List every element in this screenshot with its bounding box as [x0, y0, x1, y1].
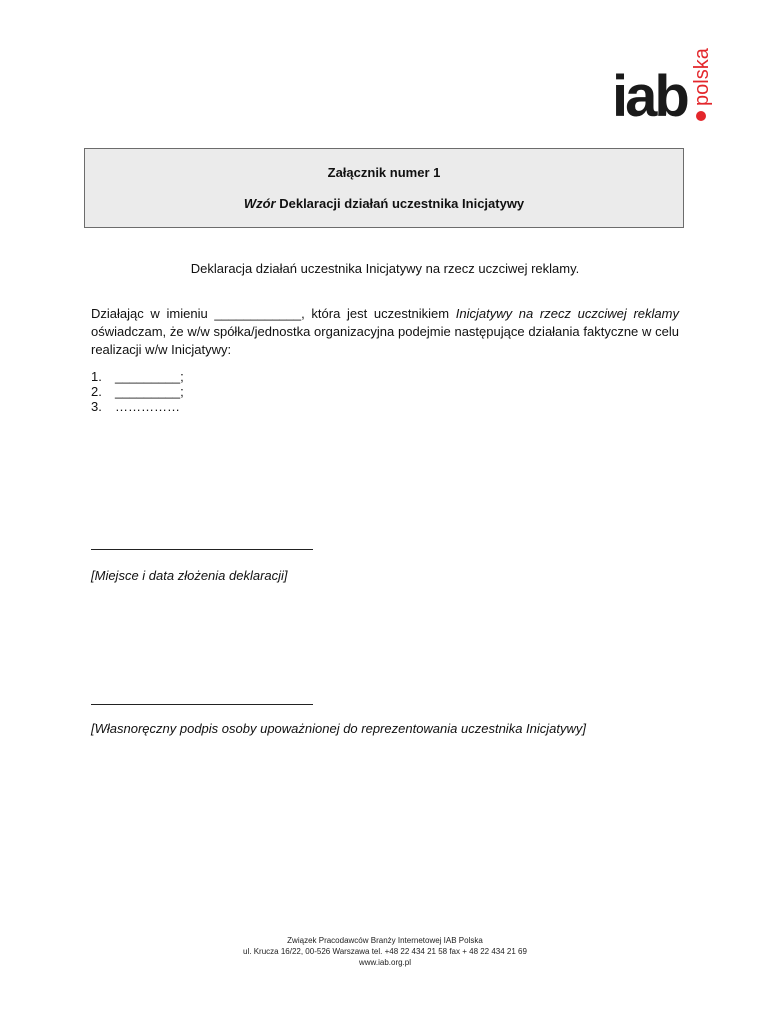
attachment-header-box: [84, 148, 684, 228]
list-item-number: 3.: [91, 399, 102, 414]
body-part1: Działając w imieniu ____________, która jest uczestnikiem: [91, 306, 456, 321]
list-item-number: 1.: [91, 369, 102, 384]
page-footer: [0, 935, 770, 968]
attachment-subtitle: [85, 196, 683, 211]
iab-polska-logo: [612, 28, 722, 128]
list-item-text: _________;: [115, 369, 184, 384]
list-item-text: _________;: [115, 384, 184, 399]
signature-line: [91, 704, 313, 705]
body-part2: oświadczam, że w/w spółka/jednostka organizacyjna podejmie następujące działania faktyczne w celu realizacji w/w Inicjatywy:: [91, 324, 679, 357]
footer-organization: Związek Pracodawców Branży Internetowej IAB Polska: [287, 936, 483, 945]
footer-website: www.iab.org.pl: [358, 958, 412, 967]
place-date-line: [91, 549, 313, 550]
footer-address: ul. Krucza 16/22, 00-526 Warszawa tel. +48 22 434 21 58 fax + 48 22 434 21 69: [243, 947, 527, 956]
logo-wordmark: iab: [612, 64, 687, 129]
list-item-number: 2.: [91, 384, 102, 399]
list-item: [91, 384, 184, 399]
place-date-caption: [Miejsce i data złożenia deklaracji]: [91, 568, 288, 583]
subtitle-rest: Deklaracji działań uczestnika Inicjatywy: [275, 196, 525, 211]
declaration-intro: Deklaracja działań uczestnika Inicjatywy na rzecz uczciwej reklamy.: [190, 261, 580, 276]
list-item: [91, 369, 184, 384]
subtitle-italic: Wzór: [243, 196, 276, 211]
declaration-body: [91, 305, 679, 359]
actions-list: [91, 369, 184, 414]
list-item-text: ……………: [115, 399, 180, 414]
list-item: [91, 399, 184, 414]
body-italic: Inicjatywy na rzecz uczciwej reklamy: [455, 306, 679, 321]
signature-caption: [Własnoręczny podpis osoby upoważnionej do reprezentowania uczestnika Inicjatywy]: [91, 721, 586, 736]
attachment-title: Załącznik numer 1: [327, 165, 441, 180]
logo-red-dot: [696, 111, 706, 121]
logo-subtext: polska: [691, 48, 713, 106]
